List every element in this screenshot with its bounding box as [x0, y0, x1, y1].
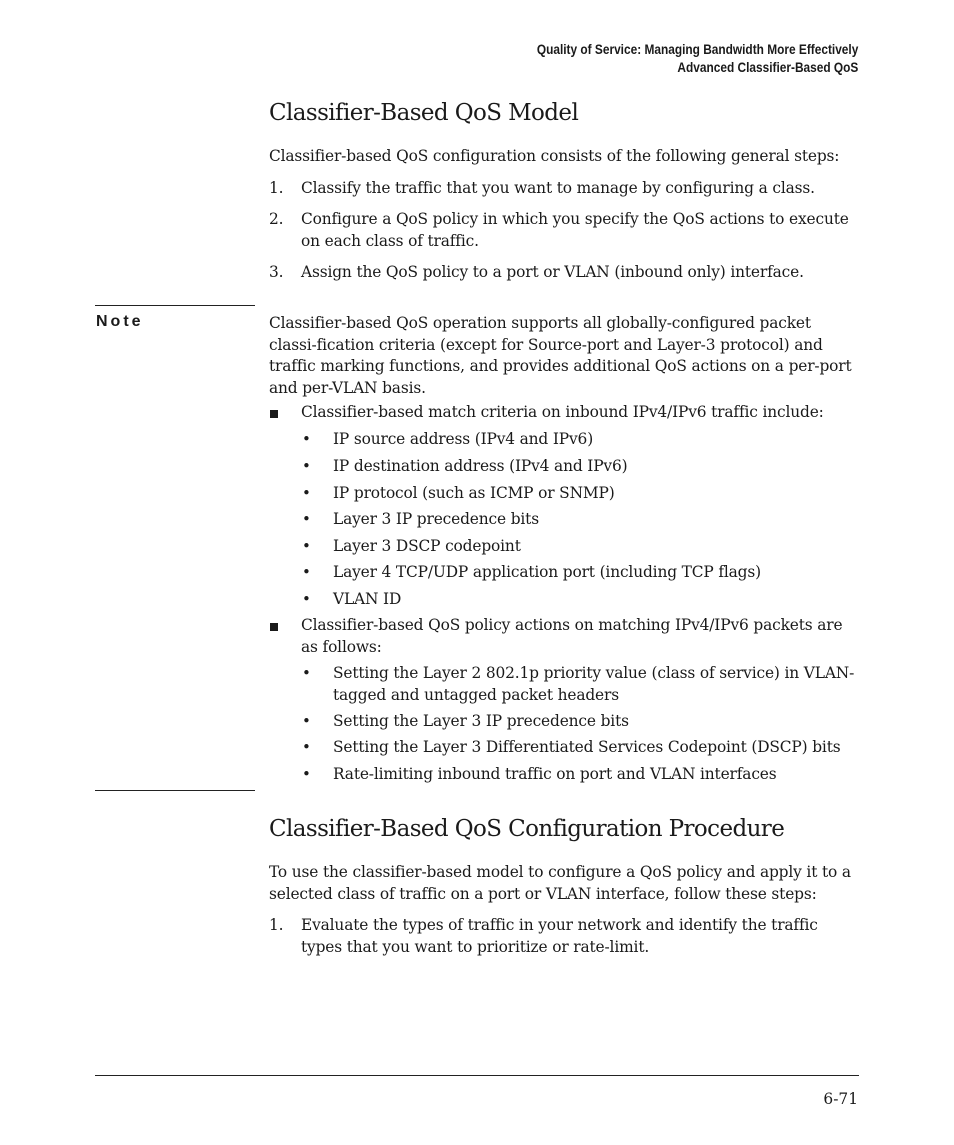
step-number: 3. [269, 263, 284, 281]
bullet-dot-icon: • [302, 563, 311, 581]
section-intro: To use the classifier-based model to configure a QoS policy and apply it to a selected class of traffic on a port or VLAN interface, follow these steps: [269, 863, 851, 903]
list-item: Layer 4 TCP/UDP application port (including TCP flags) [333, 563, 761, 581]
note-text: Classifier-based QoS operation supports all globally-configured packet classi-fication criteria (except for Source-port and Layer-3 protocol) and traffic marking functions, and provides additional QoS actions on a per-port and per-VLAN basis. [269, 314, 852, 397]
list-item: Layer 3 IP precedence bits [333, 510, 539, 528]
running-header [537, 41, 858, 77]
section-heading: Classifier-Based QoS Configuration Procedure [269, 816, 785, 842]
list-item: Setting the Layer 3 Differentiated Services Codepoint (DSCP) bits [333, 738, 841, 756]
list-item: Setting the Layer 2 802.1p priority value (class of service) in VLAN-tagged and untagged packet headers [333, 664, 855, 704]
step-text: Evaluate the types of traffic in your network and identify the traffic types that you want to prioritize or rate-limit. [301, 916, 818, 956]
bullet-dot-icon: • [302, 484, 311, 502]
square-bullet-icon [270, 623, 278, 631]
page-number: 6-71 [823, 1090, 858, 1108]
note-bottom-rule [95, 790, 255, 791]
note-label: Note [96, 313, 144, 330]
list-item: IP destination address (IPv4 and IPv6) [333, 457, 628, 475]
note-top-rule [95, 305, 255, 306]
list-item: Setting the Layer 3 IP precedence bits [333, 712, 629, 730]
section-heading: Classifier-Based QoS Model [269, 100, 579, 126]
bullet-dot-icon: • [302, 590, 311, 608]
bullet-dot-icon: • [302, 765, 311, 783]
step-number: 1. [269, 179, 284, 197]
step-number: 1. [269, 916, 284, 934]
bullet-dot-icon: • [302, 664, 311, 682]
section-intro: Classifier-based QoS configuration consists of the following general steps: [269, 147, 840, 165]
header-chapter-title: Quality of Service: Managing Bandwidth More Effectively [536, 42, 858, 57]
step-text: Configure a QoS policy in which you specify the QoS actions to execute on each class of traffic. [301, 210, 849, 250]
step-text: Classify the traffic that you want to manage by configuring a class. [301, 179, 815, 197]
bullet-dot-icon: • [302, 712, 311, 730]
list-item: Rate-limiting inbound traffic on port and VLAN interfaces [333, 765, 777, 783]
square-bullet-icon [270, 410, 278, 418]
bullet-dot-icon: • [302, 537, 311, 555]
bullet-dot-icon: • [302, 510, 311, 528]
list-item: Layer 3 DSCP codepoint [333, 537, 521, 555]
footer-rule [95, 1075, 859, 1076]
list-item: VLAN ID [333, 590, 402, 608]
note-group-text: Classifier-based match criteria on inbound IPv4/IPv6 traffic include: [301, 403, 824, 421]
bullet-dot-icon: • [302, 457, 311, 475]
step-text: Assign the QoS policy to a port or VLAN (inbound only) interface. [301, 263, 804, 281]
header-section-title: Advanced Classifier-Based QoS [677, 60, 858, 75]
note-group-text: Classifier-based QoS policy actions on matching IPv4/IPv6 packets are as follows: [301, 616, 843, 656]
bullet-dot-icon: • [302, 738, 311, 756]
list-item: IP protocol (such as ICMP or SNMP) [333, 484, 615, 502]
list-item: IP source address (IPv4 and IPv6) [333, 430, 594, 448]
bullet-dot-icon: • [302, 430, 311, 448]
step-number: 2. [269, 210, 284, 228]
